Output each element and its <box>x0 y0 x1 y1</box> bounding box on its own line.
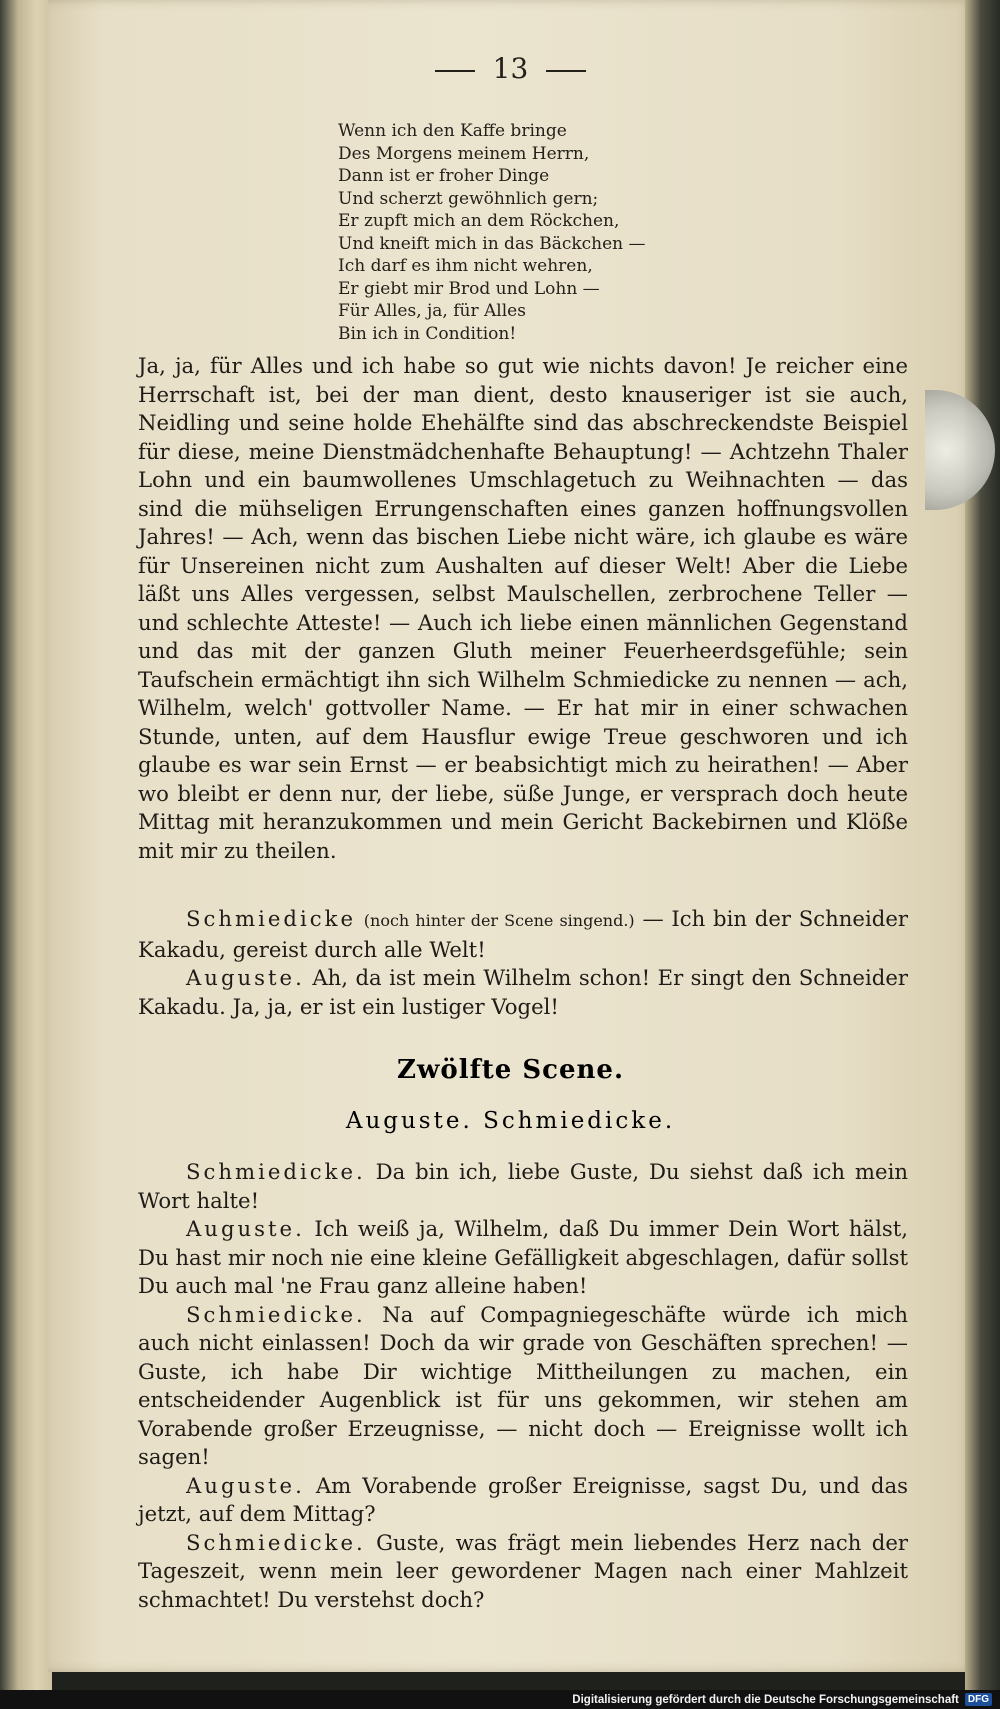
pre-scene-dialogue <box>138 905 908 1021</box>
page-number: 13 <box>48 52 973 85</box>
speaker-name: Schmiedicke <box>186 906 357 931</box>
verse-line: Für Alles, ja, für Alles <box>338 301 526 321</box>
page-sheet <box>48 0 973 1672</box>
speaker-name: Schmiedicke. <box>186 1529 366 1555</box>
dialogue-line <box>138 1158 908 1215</box>
dialogue-line <box>138 1301 908 1472</box>
speaker-name: Schmiedicke. <box>186 1301 366 1327</box>
dash-left <box>435 70 475 72</box>
spoken-text: — Ich bin der Schneider Kakadu, gereist durch alle Welt! <box>138 906 908 962</box>
dash-right <box>546 70 586 72</box>
spoken-text: Ich weiß ja, Wilhelm, daß Du immer Dein Wort hälst, Du hast mir noch nie eine kleine Gefälligkeit abgeschlagen, dafür sollst Du auch mal 'ne Frau ganz alleine haben! <box>138 1216 908 1298</box>
dialogue-line <box>138 964 908 1021</box>
dialogue-line <box>138 1529 908 1615</box>
verse-line: Ich darf es ihm nicht wehren, <box>338 256 593 276</box>
speaker-name: Schmiedicke. <box>186 1159 366 1184</box>
stage-direction: (noch hinter der Scene singend.) <box>363 911 635 930</box>
credit-text: Digitalisierung gefördert durch die Deutsche Forschungsgemeinschaft <box>572 1693 959 1706</box>
spoken-text: Am Vorabende großer Ereignisse, sagst Du, und das jetzt, auf dem Mittag? <box>138 1472 908 1526</box>
page-edge-shadow <box>965 0 1000 1709</box>
scene-heading: Zwölfte Scene. <box>396 1055 624 1085</box>
book-gutter <box>0 0 52 1709</box>
scene-characters: Auguste. Schmiedicke. <box>345 1108 676 1134</box>
verse-line: Des Morgens meinem Herrn, <box>338 143 590 164</box>
spoken-text: Ah, da ist mein Wilhelm schon! Er singt den Schneider Kakadu. Ja, ja, er ist ein lustiger Vogel! <box>138 965 908 1019</box>
speaker-name: Auguste. <box>186 1216 305 1241</box>
verse-line: Wenn ich den Kaffe bringe <box>338 121 567 141</box>
spoken-text: Da bin ich, liebe Guste, Du siehst daß ich mein Wort halte! <box>138 1159 908 1213</box>
speaker-name: Auguste. <box>186 965 305 990</box>
dialogue-line <box>138 905 908 964</box>
scene-dialogue <box>138 1158 908 1614</box>
monologue-text: Ja, ja, für Alles und ich habe so gut wie nichts davon! Je reicher eine Herrschaft ist, bei der man dient, desto knauseriger ist sie auch, Neidling und seine holde Ehehälfte sind das abschreckendste Beispiel für diese, meine Dienstmädchenhafte Behauptung! — Achtzehn Thaler Lohn und ein baumwollenes Umschlagetuch zu Weihnachten — das sind die mühseligen Errungenschaften eines ganzen hoffnungsvollen Jahres! — Ach, wenn das bischen Liebe nicht wäre, ich glaube es wäre für Unsereinen nicht zum Aushalten auf dieser Welt! Aber die Liebe läßt uns Alles vergessen, selbst Maulschellen, zerbrochene Teller — und schlechte Atteste! — Auch ich liebe einen männlichen Gegenstand und das mit der ganzen Gluth meiner Feuerheerdsgefühle; sein Taufschein ermächtigt ihn sich Wilhelm Schmiedicke zu nennen — ach, Wilhelm, welch' gottvoller Name. — Er hat mir in einer schwachen Stunde, unten, auf dem Hausflur ewige Treue geschworen und ich glaube es war sein Ernst — er beabsichtigt mich zu heirathen! — Aber wo bleibt er denn nur, der liebe, süße Junge, er versprach doch heute Mittag mit heranzukommen und mein Gericht Backebirnen und Klöße mit mir zu theilen. <box>138 353 908 863</box>
song-verse <box>338 120 758 345</box>
monologue-block <box>138 352 908 865</box>
verse-line: Und scherzt gewöhnlich gern; <box>338 188 599 209</box>
spoken-text: Na auf Compagniegeschäfte würde ich mich auch nicht einlassen! Doch da wir grade von Geschäften sprechen! — Guste, ich habe Dir wichtige Mittheilungen zu machen, ein entscheidender Augenblick ist für uns gekommen, wir stehen am Vorabende großer Erzeugnisse, — nicht doch — Ereignisse wollt ich sagen! <box>138 1301 908 1469</box>
credit-bar <box>0 1690 1000 1709</box>
spoken-text: Guste, was frägt mein liebendes Herz nach der Tageszeit, wenn mein leer gewordener Magen nach einer Mahlzeit schmachtet! Du verstehst doch? <box>138 1529 908 1612</box>
verse-line: Er giebt mir Brod und Lohn — <box>338 278 600 299</box>
verse-line: Er zupft mich an dem Röckchen, <box>338 211 620 231</box>
verse-line: Bin ich in Condition! <box>338 323 517 344</box>
dfg-logo-icon: DFG <box>965 1693 992 1706</box>
dialogue-line <box>138 1215 908 1301</box>
speaker-name: Auguste. <box>186 1472 305 1498</box>
dialogue-line <box>138 1472 908 1529</box>
verse-line: Und kneift mich in das Bäckchen — <box>338 233 646 254</box>
verse-line: Dann ist er froher Dinge <box>338 166 550 186</box>
